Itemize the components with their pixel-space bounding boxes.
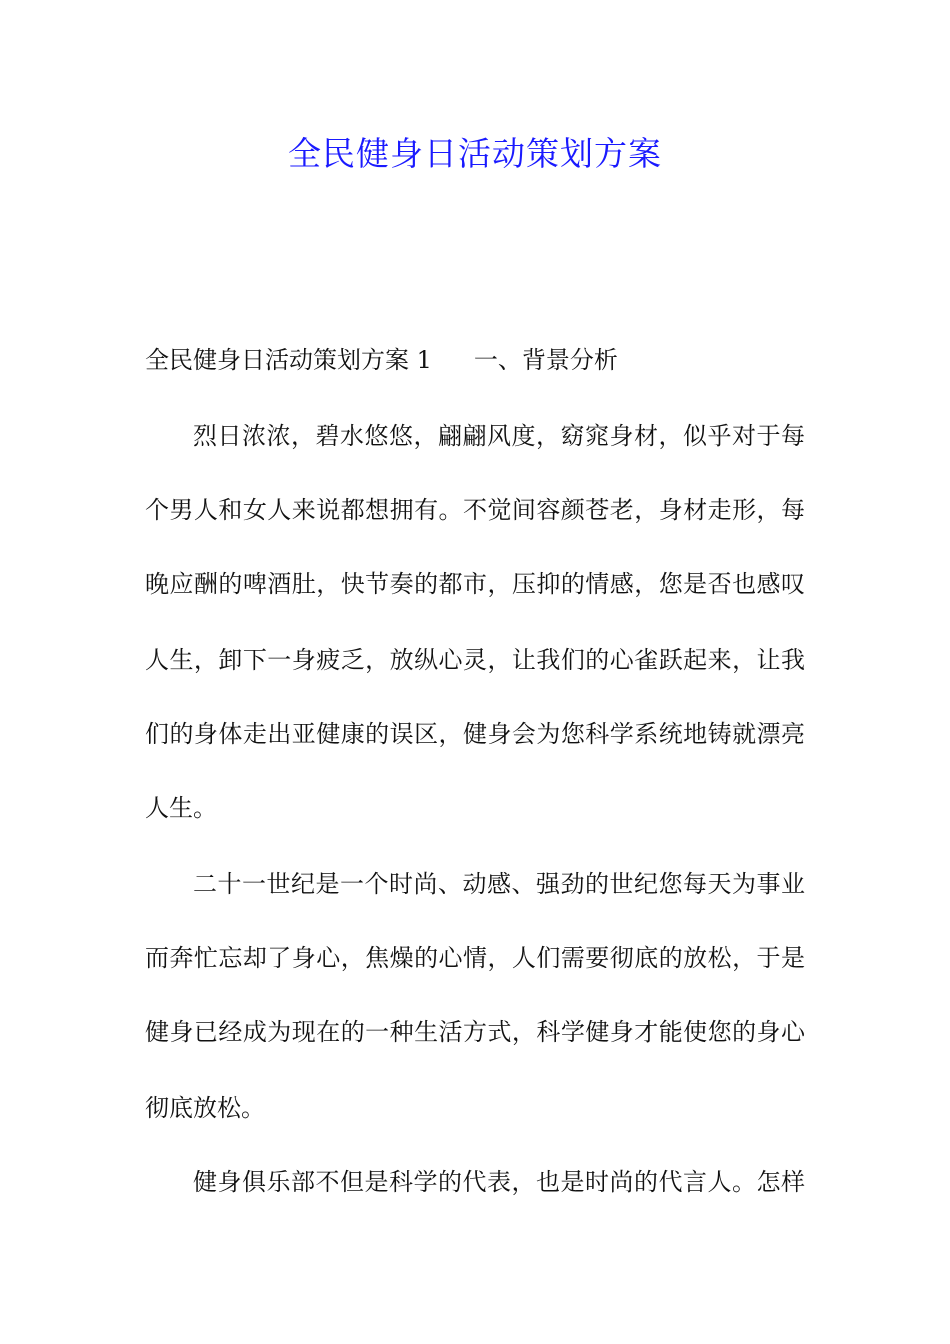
paragraph-line: 二十一世纪是一个时尚、动感、强劲的世纪您每天为事业 <box>193 870 805 898</box>
section-heading <box>145 340 618 380</box>
section-title: 一、背景分析 <box>473 346 618 374</box>
paragraph-line: 个男人和女人来说都想拥有。不觉间容颜苍老，身材走形，每 <box>145 496 805 524</box>
document-title: 全民健身日活动策划方案 <box>288 134 662 173</box>
paragraph-line: 健身俱乐部不但是科学的代表，也是时尚的代言人。怎样 <box>193 1168 805 1196</box>
paragraph-line: 人生。 <box>145 794 217 822</box>
paragraph-line: 晚应酬的啤酒肚，快节奏的都市，压抑的情感，您是否也感叹 <box>145 570 805 598</box>
paragraph-line: 烈日浓浓，碧水悠悠，翩翩风度，窈窕身材，似乎对于每 <box>193 422 805 450</box>
paragraph-line: 健身已经成为现在的一种生活方式，科学健身才能使您的身心 <box>145 1018 805 1046</box>
paragraph-line: 而奔忙忘却了身心，焦燥的心情，人们需要彻底的放松，于是 <box>145 944 805 972</box>
plan-number-label: 全民健身日活动策划方案 1 <box>145 346 432 374</box>
paragraph-line: 人生，卸下一身疲乏，放纵心灵，让我们的心雀跃起来，让我 <box>145 646 805 674</box>
paragraph-line: 彻底放松。 <box>145 1094 265 1122</box>
paragraph-line: 们的身体走出亚健康的误区，健身会为您科学系统地铸就漂亮 <box>145 720 805 748</box>
